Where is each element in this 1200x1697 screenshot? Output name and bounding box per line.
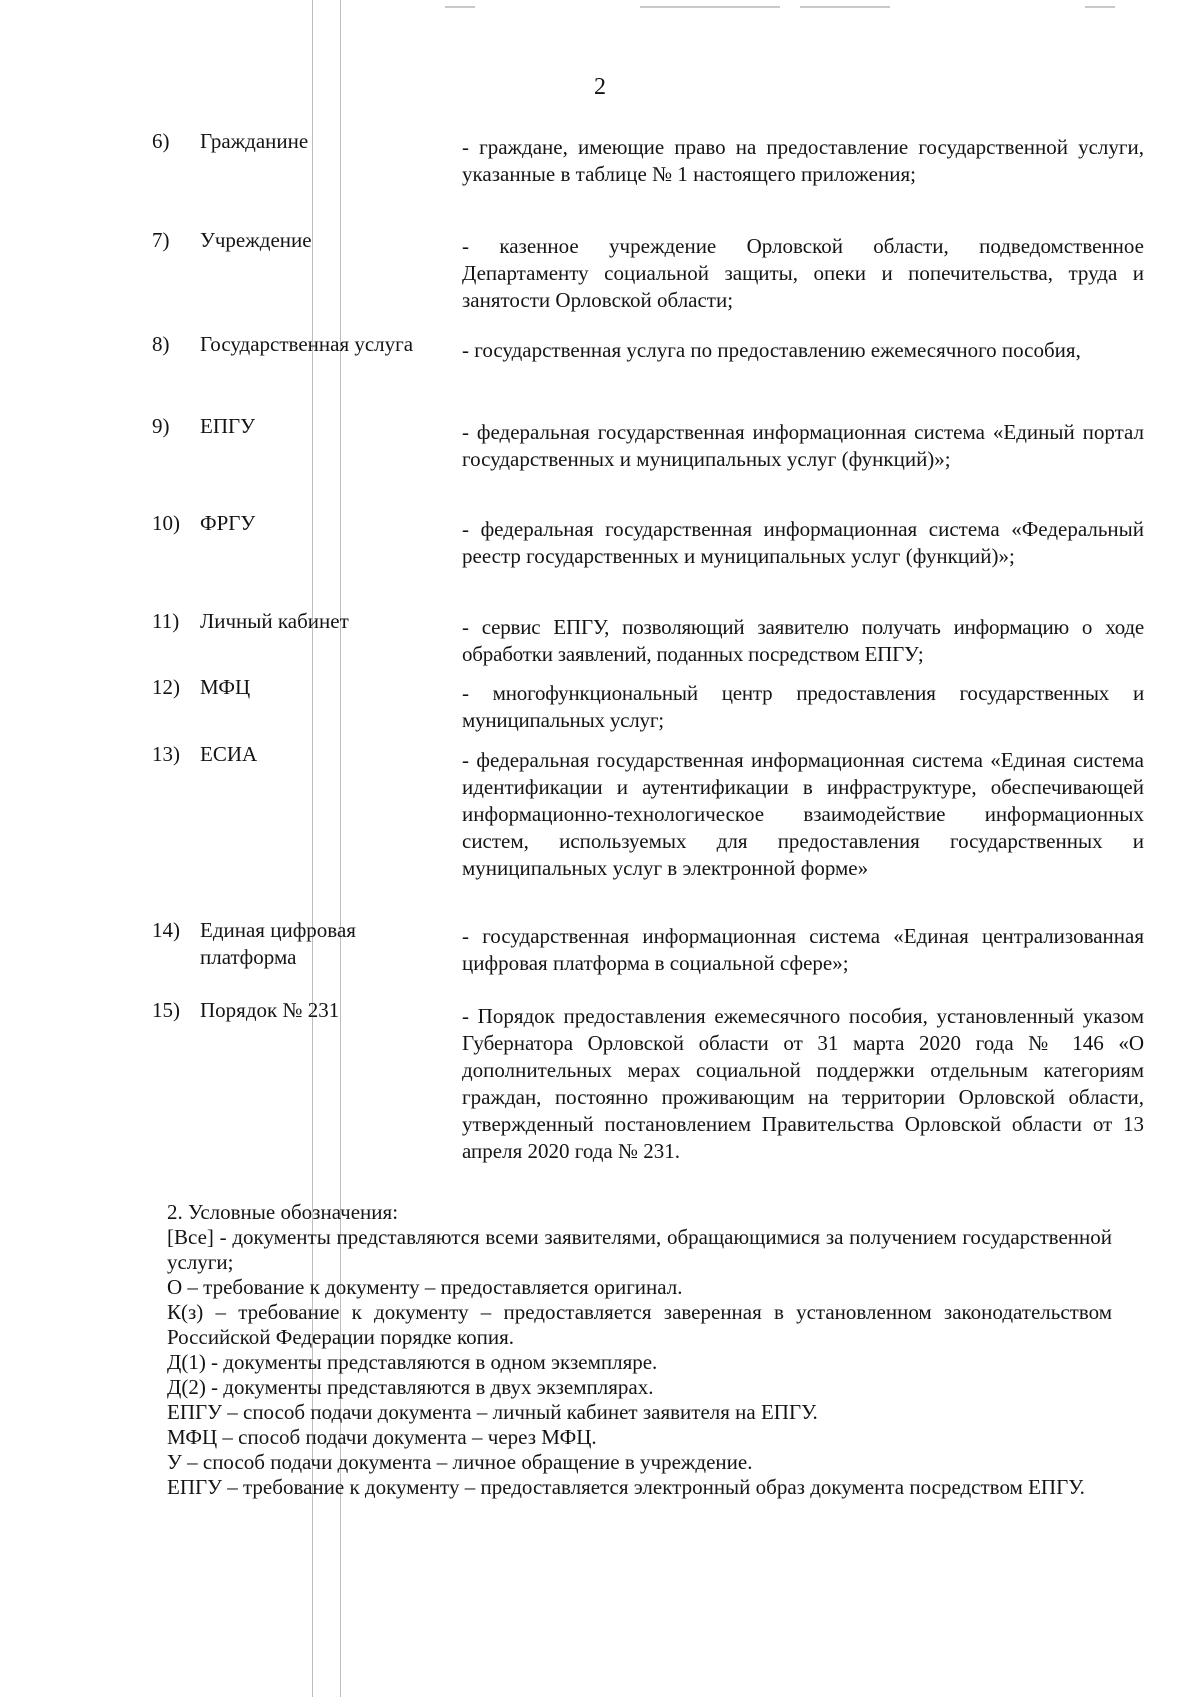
- definition-term: Государственная услуга: [200, 332, 414, 356]
- scan-edge-mark: [800, 6, 890, 8]
- definition-description: - федеральная государственная информационная система «Единая система идентификации и аутентификации в инфраструктуре, обеспечивающей информационно-технологическое взаимодействие информационных систем, используемых для предоставления государственных и муниципальных услуг в электронной форме»: [462, 748, 1144, 880]
- scan-edge-mark: [640, 6, 780, 8]
- definition-description: - казенное учреждение Орловской области, подведомственное Департаменту социальной защиты, опеки и попечительства, труда и занятости Орловской области;: [462, 234, 1144, 312]
- legend-item: ЕПГУ – способ подачи документа – личный кабинет заявителя на ЕПГУ.: [167, 1400, 818, 1424]
- legend-item: О – требование к документу – предоставляется оригинал.: [167, 1275, 683, 1299]
- definition-description: - Порядок предоставления ежемесячного пособия, установленный указом Губернатора Орловской области от 31 марта 2020 года № 146 «О дополнительных мерах социальной поддержки отдельным категориям граждан, постоянно проживающим на территории Орловской области, утвержденный постановлением Правительства Орловской области от 13 апреля 2020 года № 231.: [462, 1004, 1144, 1163]
- legend-section: [167, 1200, 1112, 1500]
- legend-item: К(з) – требование к документу – предоставляется заверенная в установленном законодательством Российской Федерации порядке копия.: [167, 1300, 1112, 1349]
- legend-item: ЕПГУ – требование к документу – предоставляется электронный образ документа посредством ЕПГУ.: [167, 1475, 1085, 1499]
- legend-item: МФЦ – способ подачи документа – через МФЦ.: [167, 1425, 597, 1449]
- definition-term: МФЦ: [200, 675, 251, 699]
- definition-number: 12): [152, 675, 180, 699]
- legend-item: Д(1) - документы представляются в одном экземпляре.: [167, 1350, 658, 1374]
- definition-number: 6): [152, 129, 170, 153]
- legend-item: Д(2) - документы представляются в двух экземплярах.: [167, 1375, 654, 1399]
- legend-heading: 2. Условные обозначения:: [167, 1200, 399, 1224]
- definition-number: 15): [152, 998, 180, 1022]
- scan-edge-mark: [445, 6, 475, 8]
- definition-term: ФРГУ: [200, 511, 256, 535]
- definition-term: ЕСИА: [200, 742, 258, 766]
- definition-number: 10): [152, 511, 180, 535]
- page-number: 2: [594, 74, 606, 100]
- definition-number: 8): [152, 332, 170, 356]
- definition-term: Единая цифровая платформа: [200, 918, 356, 969]
- definition-description: - государственная информационная система «Единая централизованная цифровая платформа в социальной сфере»;: [462, 924, 1144, 975]
- definition-term: ЕПГУ: [200, 414, 256, 438]
- definition-term: Личный кабинет: [200, 609, 349, 633]
- definition-number: 9): [152, 414, 170, 438]
- definition-number: 14): [152, 918, 180, 942]
- legend-item: [Все] - документы представляются всеми заявителями, обращающимися за получением государственной услуги;: [167, 1225, 1112, 1274]
- definition-number: 13): [152, 742, 180, 766]
- definition-description: - федеральная государственная информационная система «Федеральный реестр государственных и муниципальных услуг (функций)»;: [462, 517, 1144, 568]
- definition-term: Учреждение: [200, 228, 312, 252]
- definition-description: - многофункциональный центр предоставления государственных и муниципальных услуг;: [462, 681, 1144, 732]
- definition-number: 11): [152, 609, 180, 633]
- legend-item: У – способ подачи документа – личное обращение в учреждение.: [167, 1450, 753, 1474]
- definition-number: 7): [152, 228, 170, 252]
- scan-edge-mark: [1085, 6, 1115, 8]
- definition-description: - государственная услуга по предоставлению ежемесячного пособия,: [462, 338, 1081, 362]
- definition-description: - сервис ЕПГУ, позволяющий заявителю получать информацию о ходе обработки заявлений, поданных посредством ЕПГУ;: [462, 615, 1144, 666]
- definition-description: - федеральная государственная информационная система «Единый портал государственных и муниципальных услуг (функций)»;: [462, 420, 1144, 471]
- definition-term: Порядок № 231: [200, 998, 340, 1022]
- definition-description: - граждане, имеющие право на предоставление государственной услуги, указанные в таблице № 1 настоящего приложения;: [462, 135, 1144, 186]
- definition-term: Гражданине: [200, 129, 309, 153]
